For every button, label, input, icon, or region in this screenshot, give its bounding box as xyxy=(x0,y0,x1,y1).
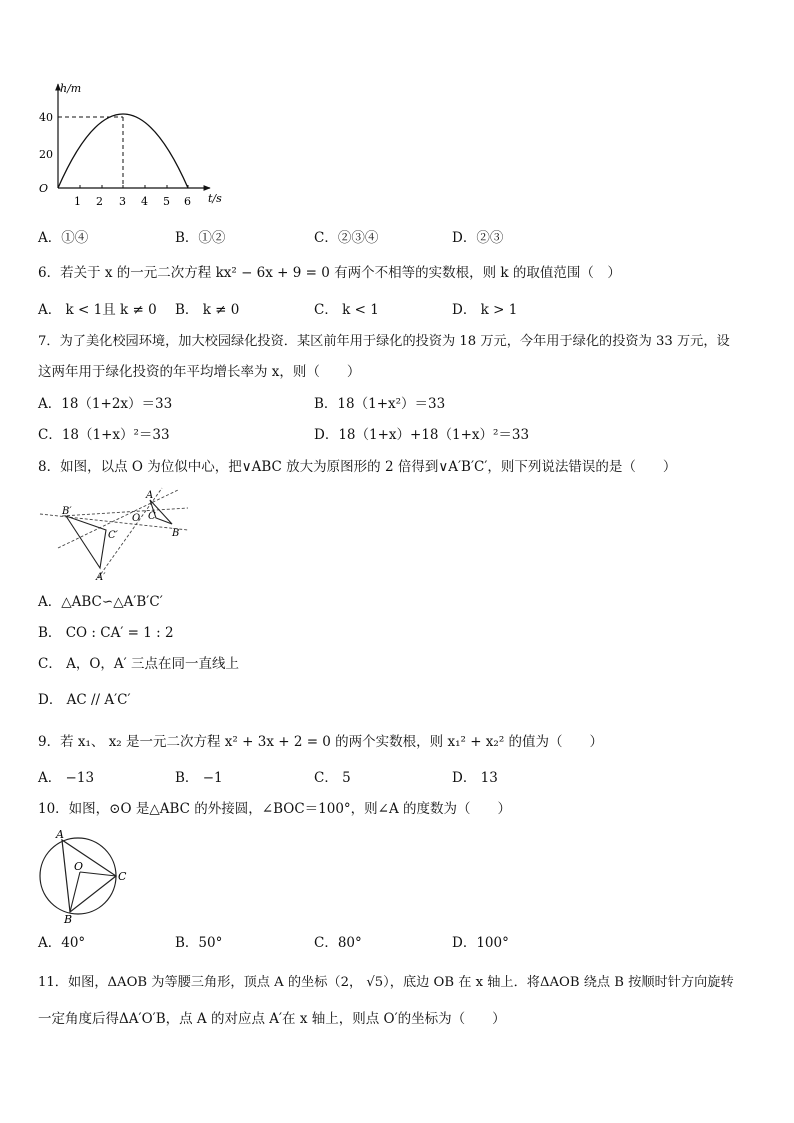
q8-option-b: B． CO : CA′ = 1 : 2 xyxy=(38,625,174,641)
q9-option-d: D． 13 xyxy=(452,770,498,786)
q10-option-b: B．50° xyxy=(175,935,223,951)
q11-stem-line1: 11．如图，ΔAOB 为等腰三角形，顶点 A 的坐标（2， √5），底边 OB 在 x 轴上．将ΔAOB 绕点 B 按顺时针方向旋转 xyxy=(38,975,734,990)
label-a1: A′ xyxy=(96,572,106,583)
label-c: C xyxy=(118,870,127,883)
q9-stem: 9．若 x₁、 x₂ 是一元二次方程 x² + 3x + 2 = 0 的两个实数根，则 x₁² + x₂² 的值为（ ） xyxy=(38,734,604,750)
x-tick-4: 4 xyxy=(141,195,148,208)
triangle-a1b1c1 xyxy=(66,516,106,568)
label-o: O xyxy=(74,860,84,873)
q7-option-d: D．18（1+x）+18（1+x）²＝33 xyxy=(314,427,530,443)
q10-stem: 10．如图，⊙O 是△ABC 的外接圆，∠BOC＝100°，则∠A 的度数为（ ） xyxy=(38,801,512,817)
q8-option-a: A．△ABC∽△A′B′C′ xyxy=(38,594,163,610)
q8-option-d: D． AC // A′C′ xyxy=(38,692,131,708)
x-tick-3: 3 xyxy=(119,195,126,208)
origin-label: O xyxy=(39,182,49,195)
label-a: A xyxy=(146,490,154,501)
q11-stem-line2: 一定角度后得ΔA′O′B，点 A 的对应点 A′在 x 轴上，则点 O′的坐标为（ ） xyxy=(38,1011,506,1027)
q10-option-a: A．40° xyxy=(38,935,86,951)
y-tick-40: 40 xyxy=(39,111,53,124)
q9-option-b: B． −1 xyxy=(175,770,223,786)
triangle-abc xyxy=(62,840,116,912)
label-b: B xyxy=(172,528,180,539)
q7-option-a: A．18（1+2x）＝33 xyxy=(38,396,173,412)
q5-option-b: B．①② xyxy=(175,230,226,246)
label-c: C xyxy=(148,511,156,522)
q9-option-c: C． 5 xyxy=(314,770,351,786)
q6-option-a: A． k < 1且 k ≠ 0 xyxy=(38,302,157,318)
y-axis-label: h/m xyxy=(60,82,82,95)
q5-option-a: A．①④ xyxy=(38,230,89,246)
q6-option-c: C． k < 1 xyxy=(314,302,379,318)
homothety-figure xyxy=(38,486,198,584)
label-b: B xyxy=(64,913,73,926)
q6-option-d: D． k > 1 xyxy=(452,302,518,318)
q10-option-c: C．80° xyxy=(314,935,362,951)
x-tick-1: 1 xyxy=(74,195,81,208)
label-a: A xyxy=(56,828,64,841)
x-tick-6: 6 xyxy=(184,195,191,208)
height-time-graph xyxy=(30,80,230,215)
q8-option-c: C． A，O，A′ 三点在同一直线上 xyxy=(38,656,240,672)
label-o: O xyxy=(132,513,141,524)
circle-o xyxy=(40,838,116,914)
q7-option-c: C．18（1+x）²＝33 xyxy=(38,427,170,443)
x-axis-label: t/s xyxy=(208,192,222,205)
label-b1: B′ xyxy=(62,506,72,517)
q6-stem: 6．若关于 x 的一元二次方程 kx² − 6x + 9 = 0 有两个不相等的实数根，则 k 的取值范围（ ） xyxy=(38,265,621,281)
label-c1: C′ xyxy=(108,530,118,541)
x-tick-5: 5 xyxy=(163,195,170,208)
y-tick-20: 20 xyxy=(39,148,53,161)
q7-option-b: B．18（1+x²）＝33 xyxy=(314,396,446,412)
q10-option-d: D．100° xyxy=(452,935,509,951)
q9-option-a: A． −13 xyxy=(38,770,95,786)
circumcircle-figure xyxy=(32,826,142,926)
q7-stem-line2: 这两年用于绿化投资的年平均增长率为 x，则（ ） xyxy=(38,364,361,380)
q5-option-d: D．②③ xyxy=(452,230,504,246)
q7-stem-line1: 7．为了美化校园环境，加大校园绿化投资．某区前年用于绿化的投资为 18 万元，今年用于绿化的投资为 33 万元，设 xyxy=(38,334,730,349)
q5-option-c: C．②③④ xyxy=(314,230,379,246)
x-tick-2: 2 xyxy=(96,195,103,208)
q8-stem: 8．如图，以点 O 为位似中心，把∨ABC 放大为原图形的 2 倍得到∨A′B′C′，则下列说法错误的是（ ） xyxy=(38,459,677,475)
q6-option-b: B． k ≠ 0 xyxy=(175,302,240,318)
